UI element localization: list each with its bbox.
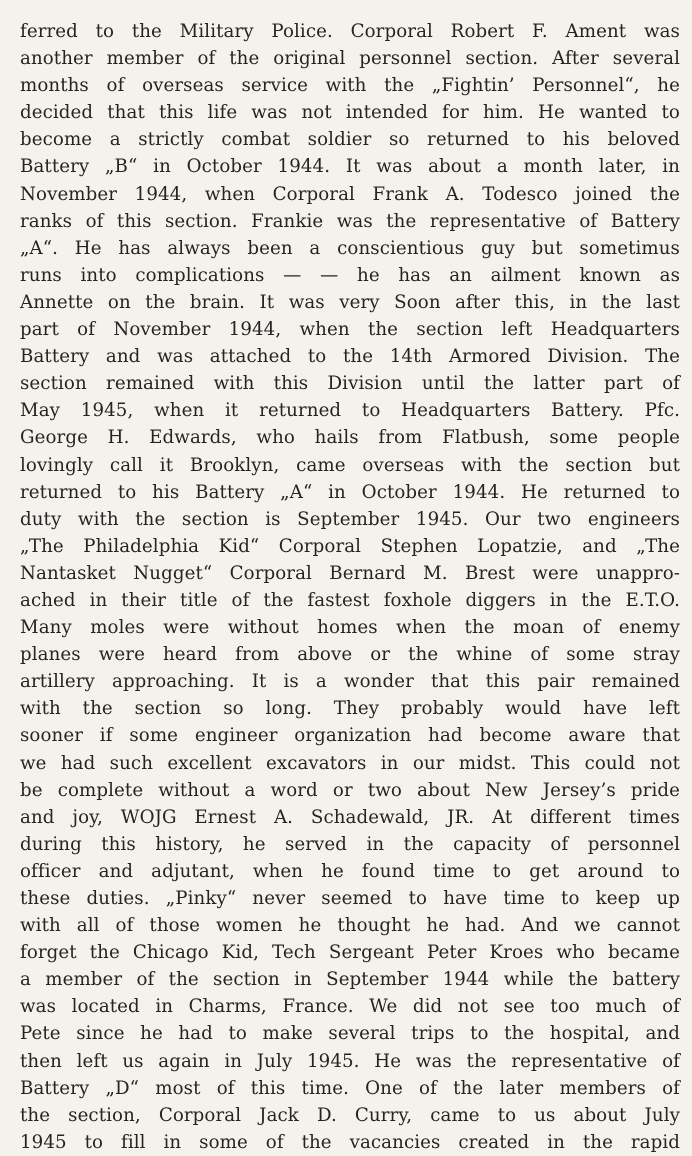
text-line: Battery and was attached to the 14th Armored Division. The xyxy=(20,346,680,368)
text-line: with all of those women he thought he had. And we cannot xyxy=(20,915,680,937)
text-line: returned to his Battery „A“ in October 1944. He returned to xyxy=(20,481,680,503)
text-line: ached in their title of the fastest foxhole diggers in the E.T.O. xyxy=(20,589,680,611)
text-line: November 1944, when Corporal Frank A. Todesco joined the xyxy=(20,183,680,205)
text-line: lovingly call it Brooklyn, came overseas with the section but xyxy=(20,454,680,476)
text-line: forget the Chicago Kid, Tech Sergeant Peter Kroes who became xyxy=(20,942,680,964)
text-line: Battery „D“ most of this time. One of the later members of xyxy=(20,1077,680,1099)
text-line: runs into complications — — he has an ailment known as xyxy=(20,264,680,286)
text-line: Pete since he had to make several trips to the hospital, and xyxy=(20,1023,680,1045)
text-line: Many moles were without homes when the moan of enemy xyxy=(20,617,680,639)
text-line: ferred to the Military Police. Corporal Robert F. Ament was xyxy=(20,21,680,42)
text-line: these duties. „Pinky“ never seemed to have time to keep up xyxy=(20,888,680,909)
text-line: duty with the section is September 1945. Our two engineers xyxy=(20,508,680,530)
text-line: we had such excellent excavators in our midst. This could not xyxy=(20,752,680,774)
text-line: sooner if some engineer organization had become aware that xyxy=(20,725,680,747)
text-line: planes were heard from above or the whine of some stray xyxy=(20,644,680,666)
text-line: another member of the original personnel section. After several xyxy=(20,48,680,70)
text-line: ranks of this section. Frankie was the representative of Battery xyxy=(20,210,680,232)
text-line: Battery „B“ in October 1944. It was about a month later, in xyxy=(20,156,680,178)
text-line: artillery approaching. It is a wonder that this pair remained xyxy=(20,671,680,693)
text-line: officer and adjutant, when he found time to get around to xyxy=(20,860,680,882)
text-line: „A“. He has always been a conscientious guy but sometimus xyxy=(20,237,680,259)
text-line: „The Philadelphia Kid“ Corporal Stephen Lopatzie, and „The xyxy=(20,535,680,557)
text-line: and joy, WOJG Ernest A. Schadewald, JR. At different times xyxy=(20,806,680,828)
text-line: section remained with this Division until the latter part of xyxy=(20,373,680,395)
text-line: May 1945, when it returned to Headquarters Battery. Pfc. xyxy=(20,400,680,422)
text-line: 1945 to fill in some of the vacancies created in the rapid xyxy=(20,1131,680,1153)
text-line: was located in Charms, France. We did not see too much of xyxy=(20,996,680,1018)
text-line: a member of the section in September 1944 while the battery xyxy=(20,969,680,991)
text-line: the section, Corporal Jack D. Curry, came to us about July xyxy=(20,1104,680,1126)
text-line: then left us again in July 1945. He was the representative of xyxy=(20,1050,680,1072)
text-line: months of overseas service with the „Fightin’ Personnel“, he xyxy=(20,75,680,97)
body-text xyxy=(20,18,680,1156)
text-line: with the section so long. They probably would have left xyxy=(20,698,680,720)
text-line: George H. Edwards, who hails from Flatbush, some people xyxy=(20,427,680,449)
text-line: Nantasket Nugget“ Corporal Bernard M. Brest were unappro- xyxy=(20,562,680,584)
text-line: Annette on the brain. It was very Soon after this, in the last xyxy=(20,291,680,313)
text-line: become a strictly combat soldier so returned to his beloved xyxy=(20,129,680,151)
text-line: part of November 1944, when the section left Headquarters xyxy=(20,319,680,341)
text-line: during this history, he served in the capacity of personnel xyxy=(20,833,680,855)
text-line: be complete without a word or two about New Jersey’s pride xyxy=(20,779,680,801)
text-line: decided that this life was not intended for him. He wanted to xyxy=(20,102,680,124)
